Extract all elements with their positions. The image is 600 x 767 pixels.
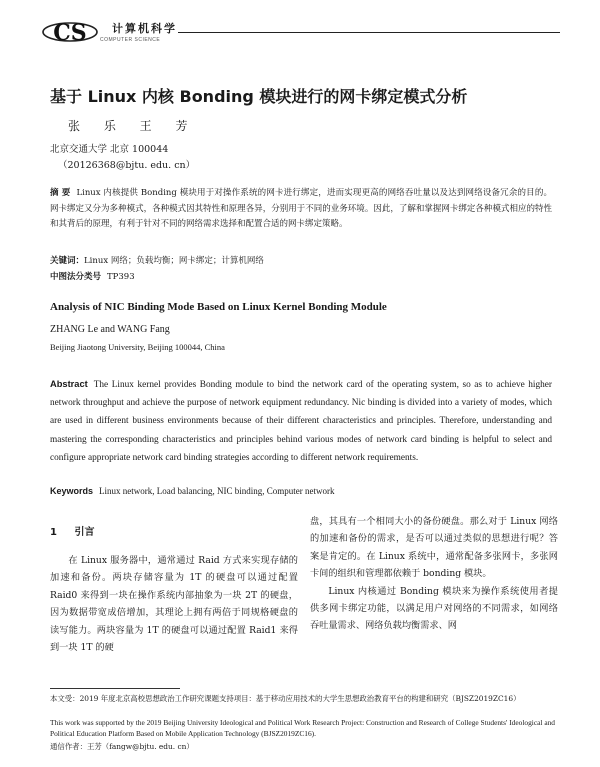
journal-name-en: COMPUTER SCIENCE [100, 37, 161, 43]
keywords-cn-text: Linux 网络；负载均衡；网卡绑定；计算机网络 [84, 256, 264, 266]
journal-logo-letters: CS [53, 20, 87, 46]
keywords-en-label: Keywords [50, 486, 94, 496]
keywords-en [50, 486, 334, 496]
body-paragraph: 在 Linux 服务器中，通常通过 Raid 方式来实现存储的加速和备份。两块存储容量为 1T 的硬盘可以通过配置 Raid0 来得到一块在操作系统内部抽象为一块 2T 的硬盘，因为数据带宽成倍增加，其理论上拥有两倍于同规格硬盘的读写能力。两块容量为 1T 的硬盘可以通过配置 Raid1 来得到一块 1T 的硬 [50, 555, 298, 654]
body-paragraph-continued: 盘，其具有一个相同大小的备份硬盘。那么对于 Linux 网络的加速和备份的需求，是否可以通过类似的思想进行呢？答案是肯定的。在 Linux 系统中，通常配备多张网卡，多张网卡间的组织和管理都依赖于 bonding 模块。 [310, 516, 558, 580]
section-heading-introduction: 1 引言 [50, 527, 95, 538]
header-divider [178, 32, 560, 33]
abstract-cn-text: Linux 内核提供 Bonding 模块用于对操作系统的网卡进行绑定，进而实现更高的网络吞吐量以及达到网络设备冗余的目的。网卡绑定又分为多种模式，各种模式因其特性和原理各异，分别用于不同的业务环境。因此，了解和掌握网卡绑定各种模式相应的特性和其背后的原理，有利于针对不同的网络需求选择和配置合适的网卡绑定策略。 [50, 188, 552, 230]
affiliation-en: Beijing Jiaotong University, Beijing 100044, China [50, 342, 225, 352]
keywords-cn [50, 254, 264, 266]
footnote-fund-cn: 本文受：2019 年度北京高校思想政治工作研究课题支持项目：基于移动应用技术的大学生思想政治教育平台的构建和研究（BJSZ2019ZC16） [50, 694, 521, 703]
paper-title-en: Analysis of NIC Binding Mode Based on Linux Kernel Bonding Module [50, 301, 387, 313]
keywords-en-text: Linux network, Load balancing, NIC binding, Computer network [99, 486, 335, 496]
body-column-left [50, 523, 298, 656]
classification-label: 中图法分类号 [50, 272, 102, 282]
keywords-cn-label: 关键词： [50, 256, 85, 266]
journal-name: 计算机科学 [112, 22, 177, 35]
affiliation-cn: 北京交通大学 北京 100044 [50, 144, 169, 155]
paper-title-cn: 基于 Linux 内核 Bonding 模块进行的网卡绑定模式分析 [50, 87, 468, 106]
classification-cn [50, 270, 135, 282]
authors-en: ZHANG Le and WANG Fang [50, 324, 170, 335]
footnote-divider [50, 688, 180, 689]
footnote-fund-en: This work was supported by the 2019 Beijing University Ideological and Political Work Research Project: Construction and Research of College Students' Ideological and Political Education Platform Based on Mobile Application Technology (BJSZ2019ZC16). [50, 718, 555, 738]
author-email-cn: （20126368@bjtu. edu. cn） [58, 160, 196, 171]
abstract-cn [50, 186, 552, 233]
body-column-right [310, 513, 558, 635]
abstract-cn-label: 摘 要 [50, 188, 71, 198]
classification-code: TP393 [107, 272, 135, 282]
authors-cn: 张 乐 王 芳 [68, 119, 198, 133]
footnote-contact: 通信作者：王芳（fangw@bjtu. edu. cn） [50, 742, 194, 751]
body-paragraph: Linux 内核通过 Bonding 模块来为操作系统使用者提供多网卡绑定功能，以满足用户对网络的不同需求，如网络吞吐量需求、网络负载均衡需求、网 [310, 585, 558, 632]
abstract-en [50, 375, 552, 467]
abstract-en-text: The Linux kernel provides Bonding module to bind the network card of the operating system, so as to achieve higher network throughput and achieve the purpose of network equipment redundancy. Nic binding is divided into a variety of modes, which are used in different business environments because of their different characteristics and principles. Therefore, understanding and mastering the corresponding characteristics and principles behind various modes of network card binding is helpful to select and configure appropriate network card binding strategies according to different network requirements. [50, 380, 552, 463]
journal-logo-icon [40, 14, 100, 50]
abstract-en-label: Abstract [50, 379, 88, 389]
